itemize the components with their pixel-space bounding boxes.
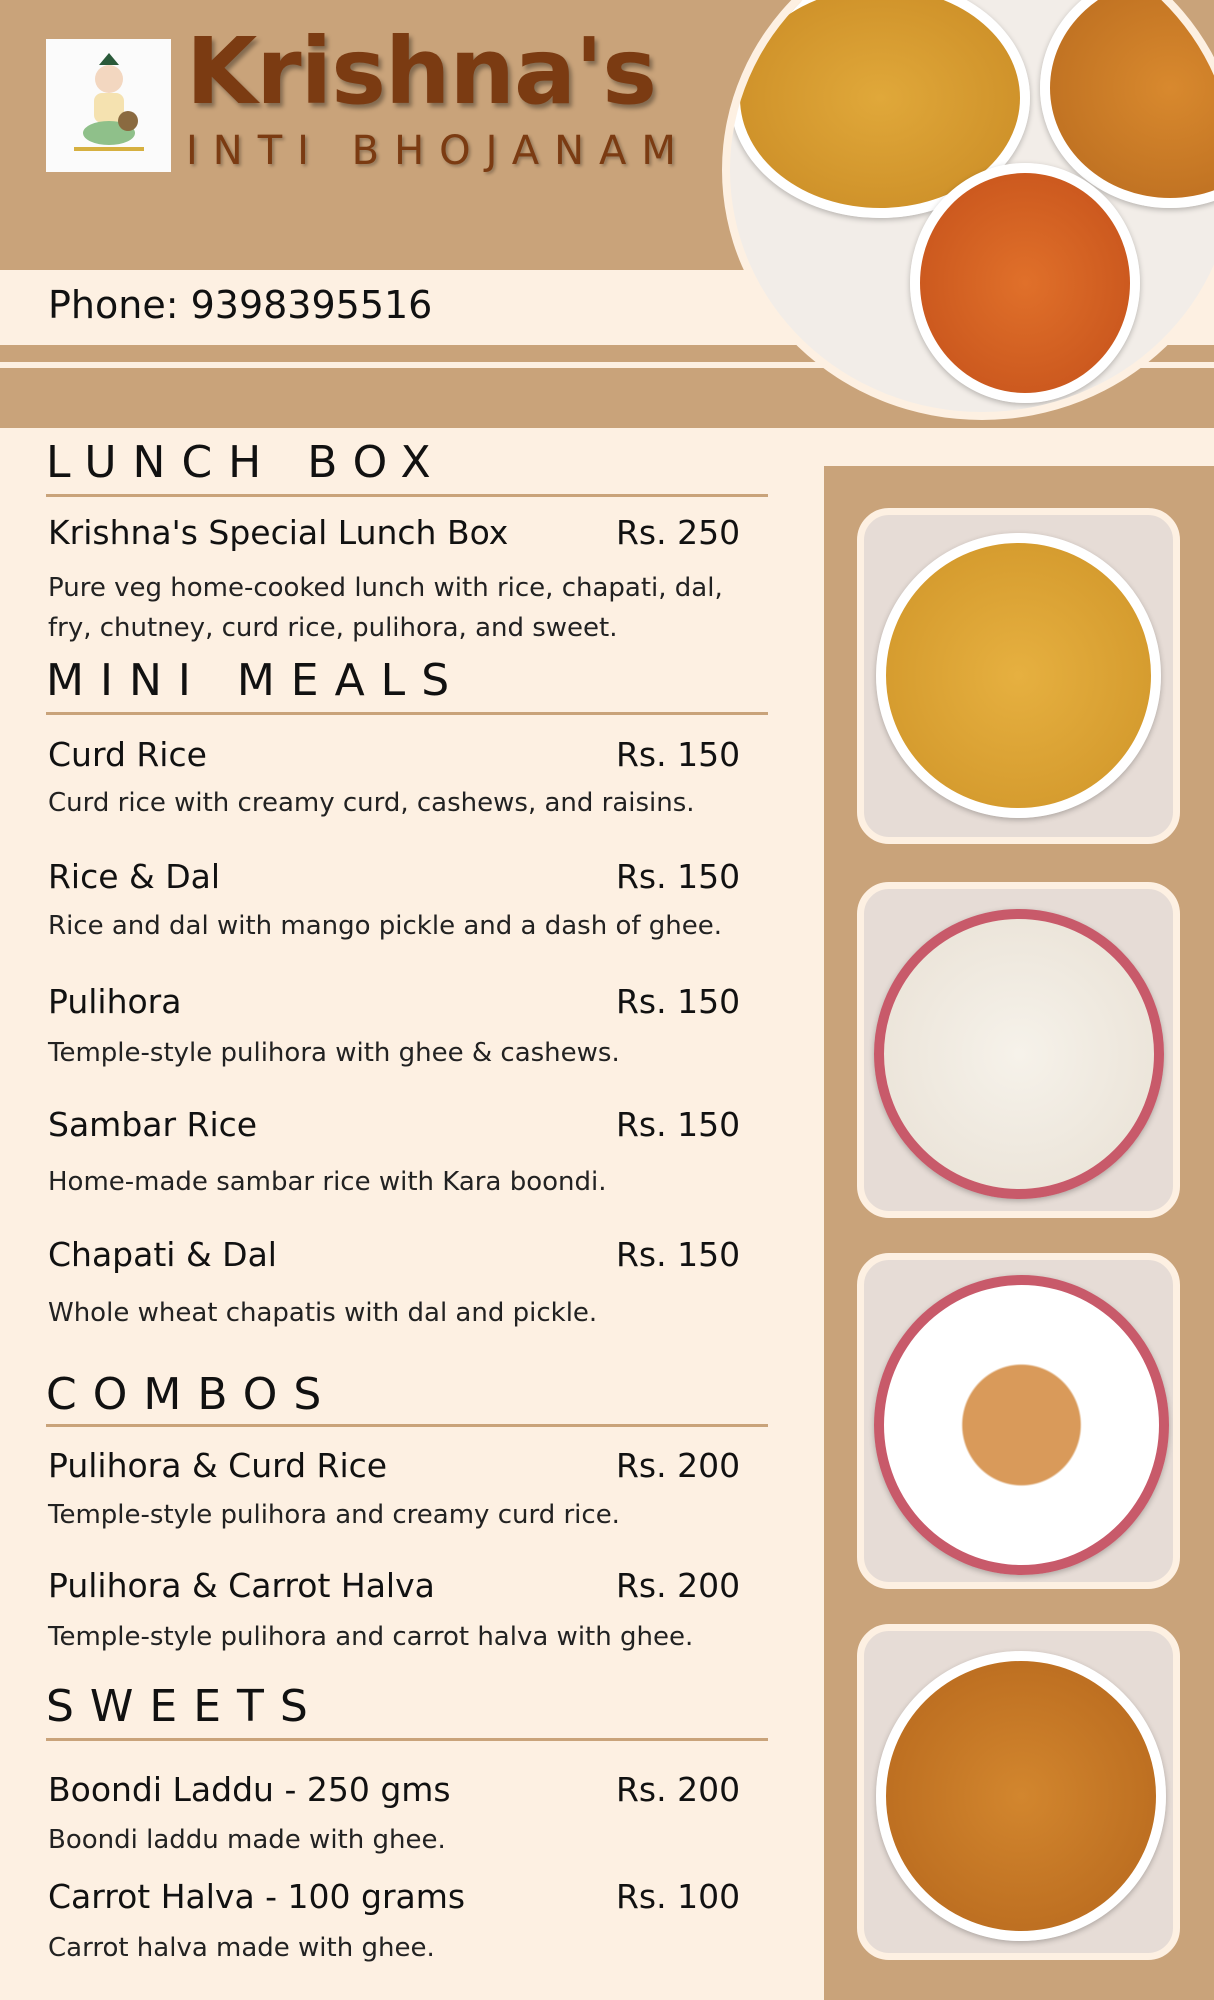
menu-item-price: Rs. 150 <box>616 1235 741 1274</box>
rice-dal-photo <box>857 882 1180 1218</box>
menu-item-desc: Carrot halva made with ghee. <box>48 1933 435 1963</box>
menu-item-price: Rs. 150 <box>616 1105 741 1144</box>
restaurant-subtitle: INTI BHOJANAM <box>186 128 691 174</box>
section-heading-mini-meals: MINI MEALS <box>46 655 466 706</box>
section-heading-lunch-box: LUNCH BOX <box>46 437 447 488</box>
menu-item-price: Rs. 100 <box>616 1877 741 1916</box>
menu-item-desc: Temple-style pulihora and carrot halva with ghee. <box>48 1622 694 1652</box>
section-heading-combos: COMBOS <box>46 1369 338 1420</box>
section-rule <box>46 494 768 497</box>
menu-item-price: Rs. 200 <box>616 1770 741 1809</box>
menu-item-price: Rs. 250 <box>616 513 741 552</box>
menu-item-price: Rs. 150 <box>616 982 741 1021</box>
menu-item-name: Pulihora & Curd Rice <box>48 1446 388 1485</box>
menu-item-desc: Boondi laddu made with ghee. <box>48 1825 446 1855</box>
menu-item-desc: Rice and dal with mango pickle and a dash of ghee. <box>48 911 723 941</box>
menu-item-name: Pulihora <box>48 982 182 1021</box>
section-rule <box>46 1738 768 1741</box>
menu-item-name: Krishna's Special Lunch Box <box>48 513 509 552</box>
restaurant-title: Krishna's <box>186 18 656 125</box>
menu-item-desc: Pure veg home-cooked lunch with rice, chapati, dal, fry, chutney, curd rice, pulihora, and sweet. <box>48 573 723 643</box>
section-heading-sweets: SWEETS <box>46 1681 324 1732</box>
menu-item-name: Carrot Halva - 100 grams <box>48 1877 466 1916</box>
menu-item-desc: Whole wheat chapatis with dal and pickle. <box>48 1298 598 1328</box>
menu-item-price: Rs. 200 <box>616 1446 741 1485</box>
menu-item-name: Boondi Laddu - 250 gms <box>48 1770 451 1809</box>
menu-item-name: Chapati & Dal <box>48 1235 277 1274</box>
menu-item-name: Pulihora & Carrot Halva <box>48 1566 435 1605</box>
krishna-logo-icon <box>46 39 171 172</box>
chapati-dal-photo <box>857 1253 1180 1589</box>
sambar-rice-photo <box>857 1624 1180 1960</box>
menu-item-price: Rs. 150 <box>616 735 741 774</box>
menu-item-name: Curd Rice <box>48 735 207 774</box>
menu-item-price: Rs. 150 <box>616 857 741 896</box>
pulihora-photo <box>857 508 1180 844</box>
section-rule <box>46 1424 768 1427</box>
menu-item-desc: Curd rice with creamy curd, cashews, and raisins. <box>48 788 695 818</box>
menu-item-name: Sambar Rice <box>48 1105 258 1144</box>
menu-item-desc: Temple-style pulihora and creamy curd rice. <box>48 1500 620 1530</box>
menu-item-desc: Home-made sambar rice with Kara boondi. <box>48 1167 607 1197</box>
menu-item-desc: Temple-style pulihora with ghee & cashews. <box>48 1038 620 1068</box>
section-rule <box>46 712 768 715</box>
menu-item-name: Rice & Dal <box>48 857 221 896</box>
phone-number[interactable]: Phone: 9398395516 <box>48 283 433 327</box>
menu-item-price: Rs. 200 <box>616 1566 741 1605</box>
